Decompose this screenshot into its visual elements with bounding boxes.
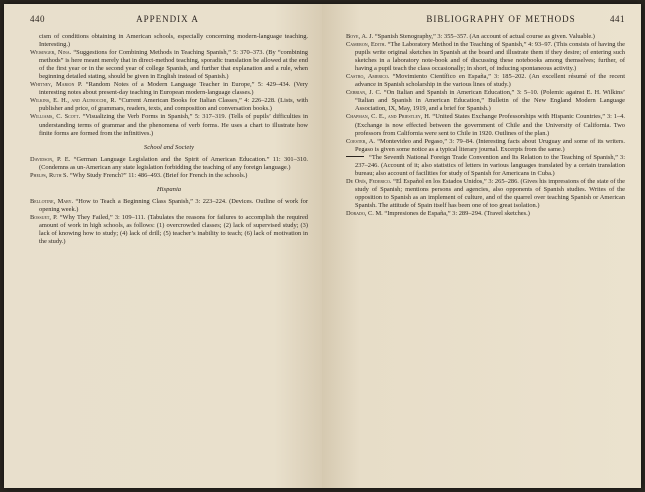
right-page [322,4,641,488]
page-number: 441 [610,14,625,24]
entry-author: Bossuet, P. [30,213,58,221]
entries-list [30,49,308,138]
bibliography-entry [30,198,308,214]
entry-author: Dorado, C. M. [346,210,383,218]
entry-text: “Movimiento Científico en España,” 3: 185–202. (An excellent résumé of the recent advance in Spanish scholarship in the various lines of study.) [355,73,625,89]
running-head: BIBLIOGRAPHY OF METHODS [426,14,576,24]
book-spread [4,4,641,488]
page-number: 440 [30,14,45,24]
entries-list [30,156,308,180]
entry-author: Bellotine, Mary. [30,197,74,205]
entry-text: “Random Notes of a Modern Language Teacher in Europe,” 5: 429–434. (Very interesting notes about present-day teaching in European modern-language classes.) [39,81,308,97]
entry-author: Whitney, Marion P. [30,81,83,89]
entry-author: Williams, C. Scott. [30,113,81,121]
entry-author: Cebrian, J. C. [346,89,382,97]
entry-text: “Why They Failed,” 3: 109–111. (Tabulates the reasons for failures to accomplish the required amount of work in high schools, as follows: (1) overcrowded classes; (2) lack of supervised study; (3) lack of knowing how to study; (4) lack of drill; (5) teacher’s inability to teach; (6) lack of motivation in the study.) [39,213,308,245]
entry-text: “United States Exchange Professorships with Hispanic Countries,” 3: 1–4. (Exchange is now effected between the government of Chile and the University of California. Two professors from California were sent to Chile in 1920. Outlines of the plan.) [355,113,625,137]
entry-text: “Current American Books for Italian Classes,” 4: 226–228. (Lists, with publisher and price, of grammars, readers, texts, and composition and conversation books.) [39,97,309,113]
entry-author: Boye, A. J. [346,33,374,40]
bibliography-entry [30,156,308,172]
bibliography-entry [30,172,308,180]
bibliography-entry [346,210,625,218]
section-heading: Hispania [156,185,182,193]
bibliography-entry [30,97,308,113]
entry-text: “Montevideo and Pegaso,” 3: 79–84. (Interesting facts about Uruguay and some of its writers. Pegaso is given some notice as a typical literary journal. Excerpts from the same.) [355,137,625,153]
entry-text: “Visualizing the Verb Forms in Spanish,” 5: 317–319. (Tells of pupils’ difficulties in understanding terms of grammar and the phenomena of verb forms. He uses a chart to illustrate how finite forms are formed from the infinitives.) [39,113,308,137]
bibliography-entry [346,178,625,210]
entry-author: Phelps, Ruth S. [30,171,69,179]
bibliography-entry [346,41,625,73]
entry-text: “El Español en los Estados Unidos,” 3: 265–286. (Gives his impressions of the state of the study of Spanish; mentions persons and agencies, also opponents of Spanish studies. Writes of the opposition to Spanish as an implement of culture, and of the quarrel over teaching Spanish or American Spanish. The attitude of Spain itself has been one of too great isolation.) [355,177,625,209]
bibliography-entry [346,89,625,113]
bibliography-entry [30,113,308,137]
bibliography-entry [346,113,625,137]
entry-text: “Spanish Stenography,” 3: 355–357. (An account of actual course as given. Valuable.) [373,33,595,40]
left-page-header [30,14,308,24]
left-page [4,4,322,488]
entry-text: “Impresiones de España,” 3: 289–294. (Travel sketches.) [382,210,530,218]
bibliography-entry [346,138,625,154]
entry-text: “On Italian and Spanish in American Education,” 3: 5–10. (Polemic against E. H. Wilkins’ “Italian and Spanish in American Education,” Bulletin of the New England Modern Language Association, IX, May, 1919, and a brief for Spanish.) [355,89,625,113]
section-heading: School and Society [143,143,195,151]
entry-author: Weisinger, Nina. [30,49,72,57]
entry-text: “German Language Legislation and the Spirit of American Education.” 11: 301–310. (Condemns as un-American any state legislation forbidding the teaching of any foreign language.) [39,155,308,171]
entry-text: “The Laboratory Method in the Teaching of Spanish,” 4: 93–97. (This consists of having the pupils write original sketches in Spanish at the board and illustrate them if they desire; of entering such sketches in a laboratory note-book and of discussing these notebooks among themselves; further, of having a pupil teach the class occasionally; in short, of inducing spontaneous activity.) [355,41,625,73]
entries-list [30,198,308,246]
bibliography-entry [30,214,308,246]
entry-author: Coester, A. [346,137,376,145]
entry-author: Wilkins, E. H., and Altrocchi, R. [30,97,117,105]
bibliography-entry [30,49,308,81]
entry-author: Castro, Americo. [346,73,390,81]
bibliography-entry [346,154,625,178]
entry-text: “Why Study French?” 11: 486–493. (Brief for French in the schools.) [68,171,248,179]
bibliography-entry [30,81,308,97]
bibliography-entry [346,73,625,89]
running-head: APPENDIX A [136,14,199,24]
entry-text: “Suggestions for Combining Methods in Teaching Spanish,” 5: 370–373. (By “combining methods” is here meant merely that in direct-method teaching, sporadic translation be allowed at the end of the first year or in the second year of college Spanish, and further that explanation and a rule, when beginning detailed stating, should be given in English instead of Spanish.) [39,49,308,81]
entry-author: Cameron, Edith. [346,41,386,49]
continued-entry: cism of conditions obtaining in American schools, especially concerning modern-language teaching. Interesting.) [39,33,308,49]
entry-text: “How to Teach a Beginning Class Spanish,” 3: 223–224. (Devices. Outline of work for opening week.) [39,197,308,213]
bibliography-entry [346,33,625,41]
entries-list [346,33,625,218]
entry-author: Davidson, P. E. [30,155,71,163]
entry-author: Chapman, C. E., and Priestley, H. [346,113,431,121]
right-page-header [346,14,625,24]
entry-text: “The Seventh National Foreign Trade Convention and Its Relation to the Teaching of Spanish,” 3: 237–246. (Account of it; also statistics of letters in various languages translated by a certain translation bureau; also account of facilities for study of Spanish for Americans in Cuba.) [355,153,625,177]
entry-author: De Onís, Federico. [346,177,392,185]
ditto-dash [346,156,364,157]
